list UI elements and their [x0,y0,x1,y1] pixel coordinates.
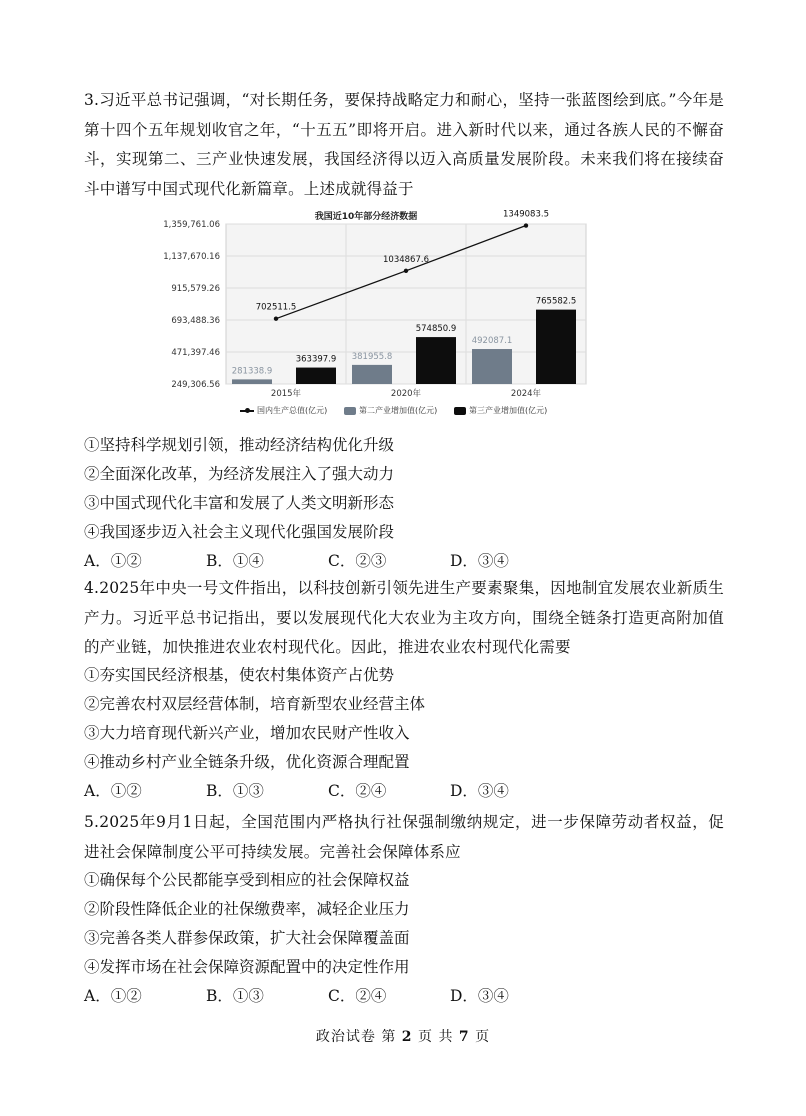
q5-option-c[interactable]: C．②④ [328,987,387,1005]
q3-option-b[interactable]: B．①④ [206,552,264,570]
footer-word-ye-2: 页 [475,1029,491,1045]
legend-item-gdp: 国内生产总值(亿元) [240,405,327,417]
q4-options [84,780,724,802]
question-3-stem: 3.习近平总书记强调，“对长期任务，要保持战略定力和耐心，坚持一张蓝图绘到底。”今年是第十四个五年规划收官之年，“十五五”即将开启。进入新时代以来，通过各族人民的不懈奋斗，实现第二、三产业快速发展，我国经济得以迈入高质量发展阶段。未来我们将在接续奋斗中谱写中国式现代化新篇章。上述成就得益于 [84,91,724,198]
gdp-point [524,223,528,227]
chart-canvas [160,208,600,408]
q3-item-3: ③中国式现代化丰富和发展了人类文明新形态 [84,494,395,512]
q5-option-d[interactable]: D．③④ [450,987,509,1005]
y-tick-label: 693,488.36 [171,316,220,326]
gdp-data-label: 1034867.6 [383,254,429,265]
q5-options [84,985,724,1007]
footer-total-pages: 7 [458,1029,470,1045]
q5-item-1: ①确保每个公民都能享受到相应的社会保障权益 [84,871,410,889]
question-4-stem: 4.2025年中央一号文件指出，以科技创新引领先进生产要素聚集，因地制宜发展农业新质生产力。习近平总书记指出，要以发展现代化大农业为主攻方向，围绕全链条打造更高附加值的产业链，加快推进农业农村现代化。因此，推进农业农村现代化需要 [84,579,724,656]
footer-word-gong: 共 [438,1029,454,1045]
q4-item-2: ②完善农村双层经营体制，培育新型农业经营主体 [84,695,426,713]
legend-item-tertiary: 第三产业增加值(亿元) [454,405,547,417]
bar-secondary [472,349,512,384]
q3-option-c[interactable]: C．②③ [328,552,387,570]
q3-item-4: ④我国逐步迈入社会主义现代化强国发展阶段 [84,523,395,541]
q4-option-a[interactable]: A．①② [84,782,142,800]
gdp-point [274,316,278,320]
x-tick-label: 2024年 [510,389,542,399]
economic-data-chart [160,208,600,433]
q5-option-b[interactable]: B．①③ [206,987,264,1005]
page-footer [0,1026,806,1046]
q5-option-a[interactable]: A．①② [84,987,142,1005]
q3-option-d[interactable]: D．③④ [450,552,509,570]
q4-option-b[interactable]: B．①③ [206,782,264,800]
bar-data-label: 281338.9 [231,366,273,377]
q4-option-c[interactable]: C．②④ [328,782,387,800]
x-tick-label: 2015年 [270,389,302,399]
bar-data-label: 363397.9 [295,354,337,365]
bar-tertiary [536,310,576,384]
q3-item-1: ①坚持科学规划引领，推动经济结构优化升级 [84,436,395,454]
bar-data-label: 381955.8 [351,351,393,362]
footer-word-di: 第 [381,1029,397,1045]
q4-item-4: ④推动乡村产业全链条升级，优化资源合理配置 [84,753,410,771]
q4-item-1: ①夯实国民经济根基，使农村集体资产占优势 [84,666,395,684]
bar-tertiary [296,368,336,384]
q5-item-2: ②阶段性降低企业的社保缴费率，减轻企业压力 [84,900,410,918]
footer-word-ye: 页 [418,1029,433,1045]
chart-legend [240,405,600,421]
q3-item-2: ②全面深化改革，为经济发展注入了强大动力 [84,465,395,483]
y-tick-label: 1,137,670.16 [163,252,220,262]
bar-data-label: 765582.5 [535,296,577,307]
bar-tertiary [416,337,456,384]
q5-item-4: ④发挥市场在社会保障资源配置中的决定性作用 [84,958,410,976]
gdp-point [404,269,408,273]
footer-page-number: 2 [401,1029,413,1045]
q5-item-3: ③完善各类人群参保政策，扩大社会保障覆盖面 [84,929,410,947]
bar-data-label: 574850.9 [415,324,457,335]
q3-options [84,550,724,572]
question-5-stem: 5.2025年9月1日起，全国范围内严格执行社保强制缴纳规定，进一步保障劳动者权益，促进社会保障制度公平可持续发展。完善社会保障体系应 [84,813,724,861]
q3-option-a[interactable]: A．①② [84,552,142,570]
footer-subject: 政治试卷 [315,1029,376,1045]
bar-data-label: 492087.1 [471,336,513,347]
x-tick-label: 2020年 [390,389,422,399]
y-tick-label: 249,306.56 [171,380,220,390]
bar-secondary [232,379,272,384]
gdp-data-label: 702511.5 [255,302,297,313]
y-tick-label: 471,397.46 [171,348,220,358]
bar-secondary [352,365,392,384]
q4-option-d[interactable]: D．③④ [450,782,509,800]
y-tick-label: 915,579.26 [171,284,220,294]
gdp-data-label: 1349083.5 [503,209,549,220]
q4-item-3: ③大力培育现代新兴产业，增加农民财产性收入 [84,724,410,742]
chart-title: 我国近10年部分经济数据 [314,212,418,222]
y-tick-label: 1,359,761.06 [163,220,220,230]
legend-item-secondary: 第二产业增加值(亿元) [344,405,437,417]
